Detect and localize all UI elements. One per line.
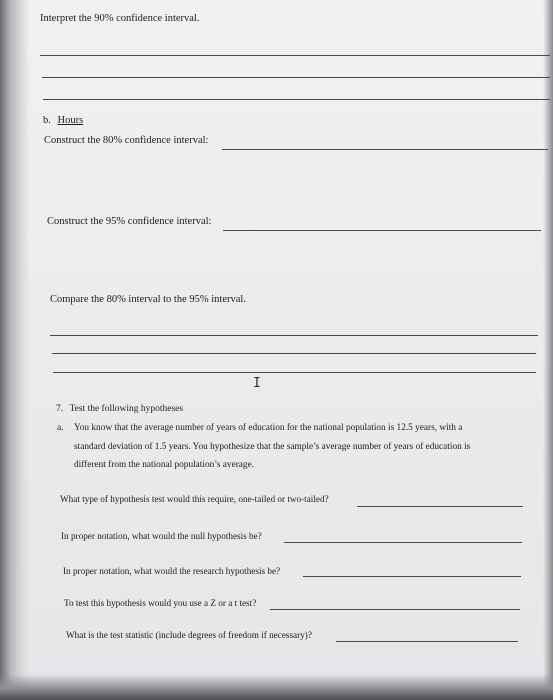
- q7-heading: [56, 404, 183, 415]
- question-test-statistic: What is the test statistic (include degrees of freedom if necessary)?: [66, 630, 312, 640]
- construct-80-prompt: Construct the 80% confidence interval:: [44, 135, 209, 146]
- q7-a-text-line-1: You know that the average number of years of education for the national population is 12.5 years, with a: [74, 423, 463, 433]
- q7-a-text-line-3: different from the national population’s average.: [74, 460, 255, 470]
- page-shadow-bottom: [0, 674, 553, 700]
- compare-answer-line-1[interactable]: [50, 335, 538, 336]
- part-b-letter: b.: [43, 115, 51, 126]
- question-z-or-t: To test this hypothesis would you use a Z or a t test?: [64, 598, 257, 608]
- question-test-type: What type of hypothesis test would this require, one-tailed or two-tailed?: [60, 494, 329, 504]
- construct-80-answer-line[interactable]: [222, 149, 548, 150]
- construct-95-prompt: Construct the 95% confidence interval:: [47, 216, 212, 227]
- question-null-hypothesis: In proper notation, what would the null hypothesis be?: [61, 531, 262, 541]
- q7-a-letter: a.: [57, 423, 64, 433]
- research-hypothesis-answer-line[interactable]: [303, 576, 521, 577]
- q7-a-text-line-2: standard deviation of 1.5 years. You hypothesize that the sample’s average number of years of education is: [74, 442, 471, 452]
- compare-answer-line-2[interactable]: [52, 353, 536, 354]
- z-or-t-answer-line[interactable]: [270, 609, 520, 610]
- answer-line-3[interactable]: [43, 99, 550, 100]
- question-research-hypothesis: In proper notation, what would the research hypothesis be?: [63, 566, 281, 576]
- answer-line-2[interactable]: [42, 77, 550, 78]
- q7-title: Test the following hypotheses: [69, 404, 184, 414]
- construct-95-answer-line[interactable]: [223, 230, 541, 231]
- test-type-answer-line[interactable]: [357, 506, 523, 507]
- text-cursor-icon: I: [253, 376, 261, 391]
- answer-line-1[interactable]: [40, 55, 550, 56]
- page-shadow-right: [543, 0, 553, 700]
- part-b-title: Hours: [57, 115, 84, 126]
- part-b-heading: [43, 115, 83, 128]
- null-hypothesis-answer-line[interactable]: [284, 542, 522, 543]
- compare-answer-line-3[interactable]: [53, 372, 536, 373]
- interpret-90-prompt: Interpret the 90% confidence interval.: [40, 13, 200, 24]
- compare-prompt: Compare the 80% interval to the 95% interval.: [50, 294, 246, 305]
- page-shadow-left: [0, 0, 30, 700]
- test-statistic-answer-line[interactable]: [336, 641, 518, 642]
- q7-number: 7.: [56, 404, 64, 414]
